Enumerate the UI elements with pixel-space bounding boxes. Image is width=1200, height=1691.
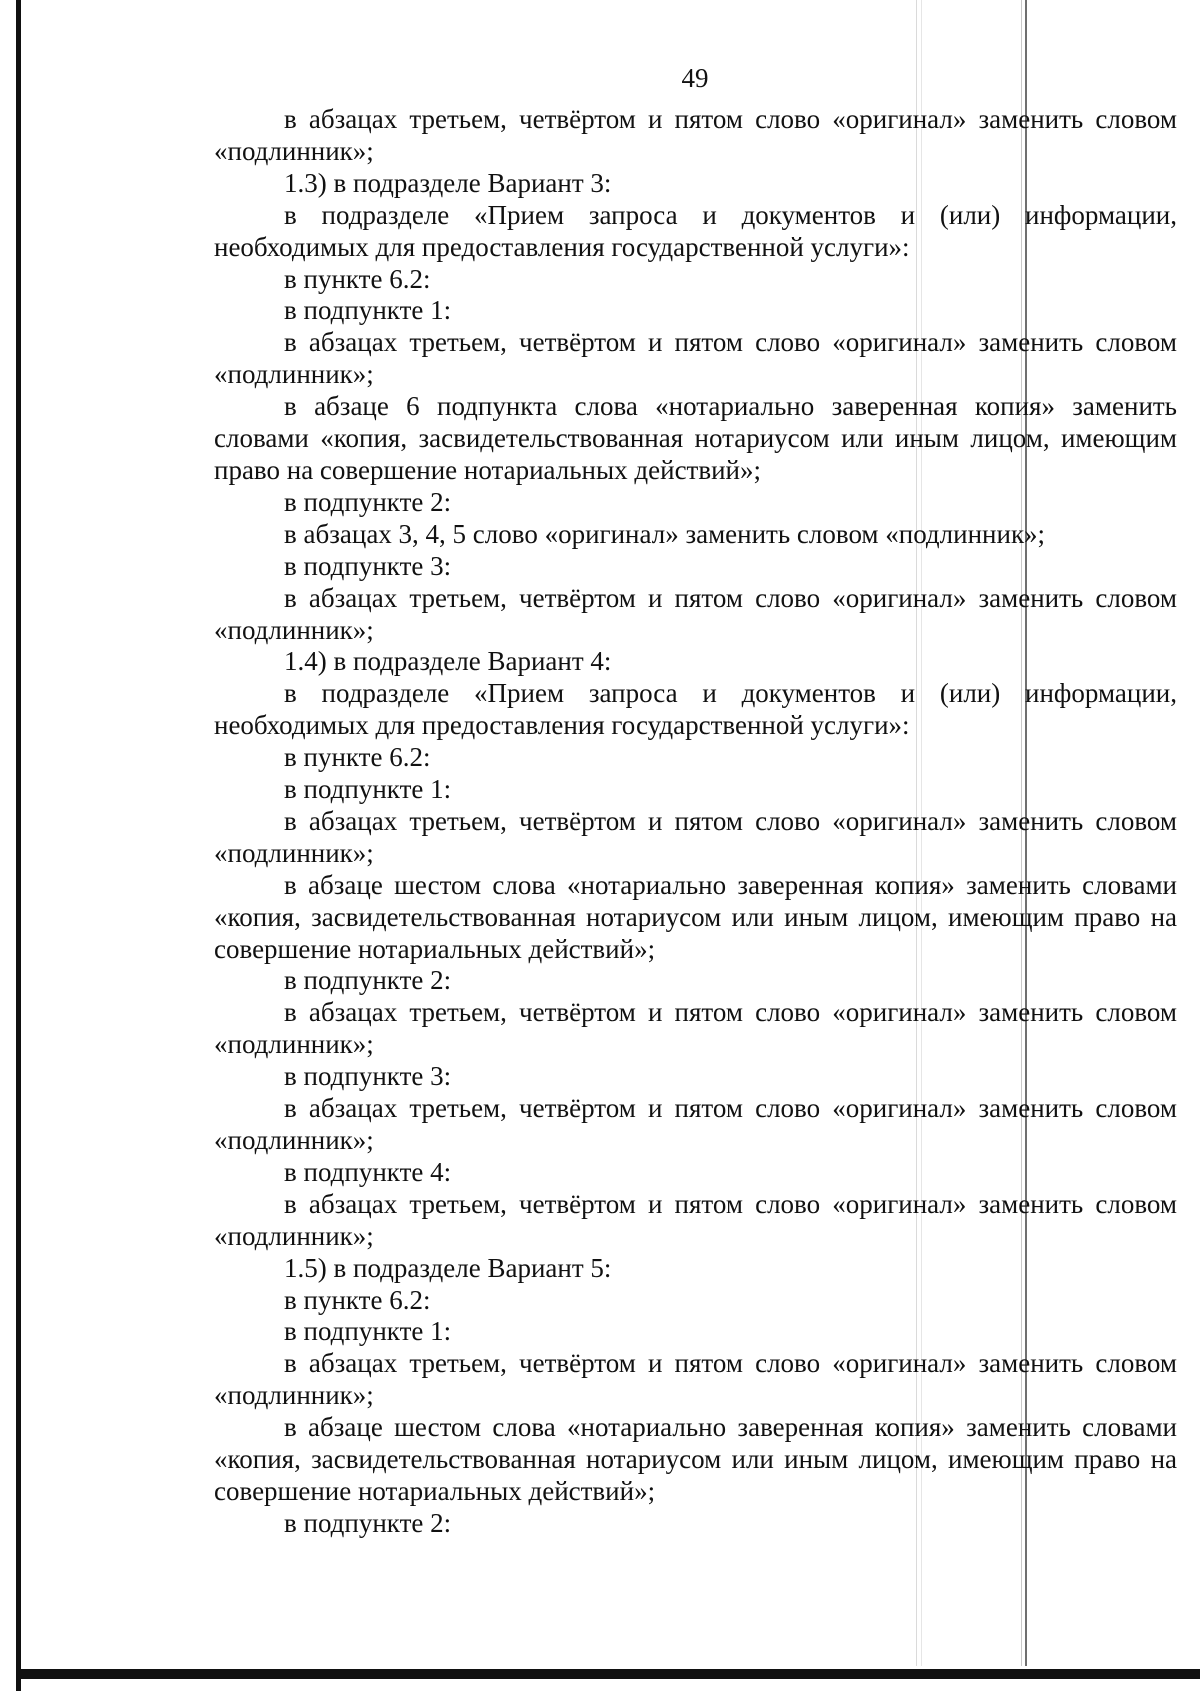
document-body	[214, 104, 1177, 1540]
paragraph: в пункте 6.2:	[284, 742, 431, 773]
paragraph: в подпункте 1:	[284, 295, 452, 326]
paragraph: в подпункте 4:	[284, 1156, 452, 1187]
paragraph: в подпункте 2:	[284, 486, 452, 517]
paragraph: в пункте 6.2:	[284, 1284, 431, 1315]
paragraph: в абзацах третьем, четвёртом и пятом слово «оригинал» заменить словом «подлинник»;	[214, 1093, 1177, 1155]
paragraph: в абзацах третьем, четвёртом и пятом слово «оригинал» заменить словом «подлинник»;	[214, 1188, 1177, 1251]
paragraph: в абзацах третьем, четвёртом и пятом слово «оригинал» заменить словом «подлинник»;	[214, 104, 1177, 166]
paragraph: в подпункте 3:	[284, 550, 452, 581]
paragraph: в абзацах третьем, четвёртом и пятом слово «оригинал» заменить словом «подлинник»;	[214, 582, 1177, 645]
scan-bottom-edge	[16, 1669, 1200, 1679]
paragraph: 1.4) в подразделе Вариант 4:	[284, 646, 612, 677]
paragraph: 1.5) в подразделе Вариант 5:	[284, 1252, 612, 1283]
paragraph: в подпункте 1:	[284, 1316, 452, 1347]
paragraph: в абзацах 3, 4, 5 слово «оригинал» заменить словом «подлинник»;	[284, 518, 1046, 549]
paragraph: в абзаце 6 подпункта слова «нотариально заверенная копия» заменить словами «копия, засвидетельствованная нотариусом или иным лицом, имеющим право на совершение нотариальных действий»;	[214, 391, 1177, 485]
paragraph: в абзацах третьем, четвёртом и пятом слово «оригинал» заменить словом «подлинник»;	[214, 1348, 1177, 1411]
paragraph: в подпункте 2:	[284, 965, 452, 996]
paragraph: в абзаце шестом слова «нотариально заверенная копия» заменить словами «копия, засвидетельствованная нотариусом или иным лицом, имеющим право на совершение нотариальных действий»;	[214, 869, 1177, 964]
scan-left-edge	[16, 0, 21, 1691]
paragraph: в подразделе «Прием запроса и документов и (или) информации, необходимых для предоставления государственной услуги»:	[214, 199, 1177, 262]
paragraph: в абзацах третьем, четвёртом и пятом слово «оригинал» заменить словом «подлинник»;	[214, 805, 1177, 868]
paragraph: в подразделе «Прием запроса и документов и (или) информации, необходимых для предоставления государственной услуги»:	[214, 678, 1177, 741]
paragraph: в подпункте 2:	[284, 1507, 452, 1538]
paragraph: 1.3) в подразделе Вариант 3:	[284, 167, 612, 198]
paragraph: в абзацах третьем, четвёртом и пятом слово «оригинал» заменить словом «подлинник»;	[214, 327, 1177, 390]
paragraph: в подпункте 1:	[284, 774, 452, 805]
paragraph: в абзацах третьем, четвёртом и пятом слово «оригинал» заменить словом «подлинник»;	[214, 997, 1177, 1060]
paragraph: в пункте 6.2:	[284, 263, 431, 294]
paragraph: в подпункте 3:	[284, 1061, 452, 1092]
paragraph: в абзаце шестом слова «нотариально заверенная копия» заменить словами «копия, засвидетельствованная нотариусом или иным лицом, имеющим право на совершение нотариальных действий»;	[214, 1412, 1177, 1506]
page-number: 49	[681, 63, 709, 93]
